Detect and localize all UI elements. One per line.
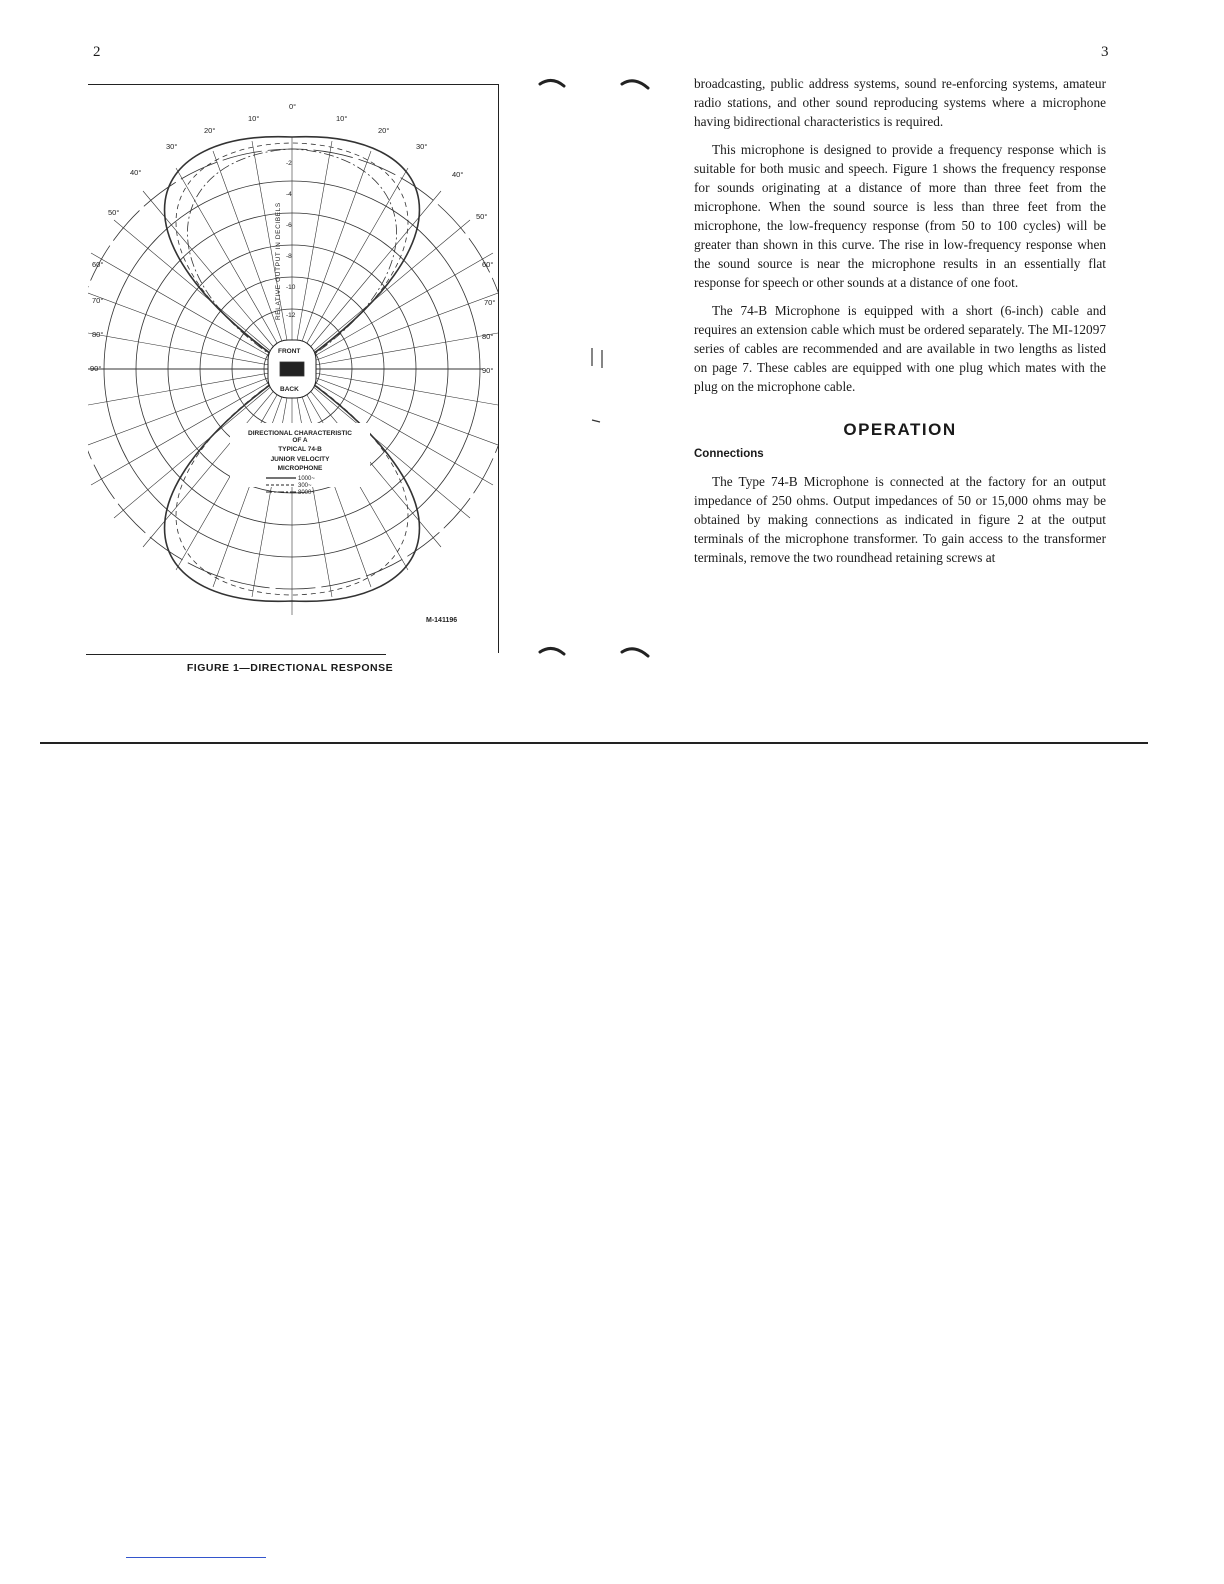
angle-label: 10° [248, 114, 260, 123]
legend-item: 300~ [298, 483, 312, 489]
paragraph: This microphone is designed to provide a frequency response which is suitable for both music and speech. Figure 1 shows the frequency response for sounds originating at a distance of more than three feet from the microphone. When the sound source is less than three feet from the microphone, the low-frequency response (from 50 to 100 cycles) will be greater than shown in this curve. The rise in low-frequency response when the sound source is near the microphone results in an essentially flat response for speech or other sounds at a distance of one foot. [694, 142, 1106, 290]
angle-label: 20° [204, 126, 216, 135]
db-tick: -2 [286, 160, 292, 167]
angle-label: 80° [482, 332, 494, 341]
paragraph: broadcasting, public address systems, sound re-enforcing systems, amateur radio stations, and other sound reproducing systems where a microphone having bidirectional characteristics is required. [694, 76, 1106, 129]
page-edge-rule [40, 742, 1148, 744]
legend-title: TYPICAL 74-B [278, 446, 322, 453]
body-text-column [694, 74, 1106, 576]
binding-marks [530, 70, 670, 670]
legend-item: 1000~ [298, 476, 315, 482]
db-tick: -8 [286, 253, 292, 260]
angle-label: 30° [166, 142, 178, 151]
angle-label: 80° [92, 330, 104, 339]
db-tick: -10 [286, 284, 296, 291]
legend-title: OF A [292, 437, 308, 444]
legend-title: DIRECTIONAL CHARACTERISTIC [248, 430, 352, 437]
page-number-right: 3 [1101, 44, 1109, 60]
angle-label: 0° [289, 102, 297, 111]
axis-label: RELATIVE OUTPUT IN DECIBELS [275, 202, 282, 320]
section-heading: OPERATION [843, 420, 957, 439]
angle-label: 50° [108, 208, 120, 217]
angle-label: 70° [484, 298, 496, 307]
page-number-left: 2 [93, 44, 101, 60]
back-label: BACK [280, 386, 299, 393]
subsection-heading: Connections [694, 448, 764, 460]
directional-response-figure [88, 84, 499, 653]
legend-item: 8000~ [298, 490, 315, 496]
legend-title: JUNIOR VELOCITY [270, 456, 330, 463]
angle-label: 50° [476, 212, 488, 221]
db-tick: -12 [286, 312, 296, 319]
angle-label: 90° [482, 366, 494, 375]
footer-rule [126, 1557, 266, 1558]
db-tick: -6 [286, 222, 292, 229]
angle-label: 60° [482, 260, 494, 269]
angle-label: 20° [378, 126, 390, 135]
angle-label: 60° [92, 260, 104, 269]
paragraph: The Type 74-B Microphone is connected at the factory for an output impedance of 250 ohms. Output impedances of 50 or 15,000 ohms may be obtained by making connections as indicated in figure 2 at the output terminals of the microphone transformer. To gain access to the transformer terminals, remove the two roundhead retaining screws at [694, 474, 1106, 565]
polar-pattern-chart [88, 85, 498, 653]
drawing-number: M-141196 [426, 617, 458, 624]
angle-label: 40° [452, 170, 464, 179]
figure-caption: FIGURE 1—DIRECTIONAL RESPONSE [186, 662, 394, 674]
angle-label: 30° [416, 142, 428, 151]
angle-label: 10° [336, 114, 348, 123]
front-label: FRONT [278, 348, 301, 355]
legend-title: MICROPHONE [277, 465, 323, 472]
angle-label: 40° [130, 168, 142, 177]
angle-label: 70° [92, 296, 104, 305]
db-tick: -4 [286, 191, 292, 198]
paragraph: The 74-B Microphone is equipped with a short (6-inch) cable and requires an extension cable which must be ordered separately. The MI-12097 series of cables are recommended and are available in two lengths as listed on page 7. These cables are equipped with one plug which mates with the plug on the microphone cable. [694, 303, 1106, 394]
angle-label: 90° [90, 364, 102, 373]
